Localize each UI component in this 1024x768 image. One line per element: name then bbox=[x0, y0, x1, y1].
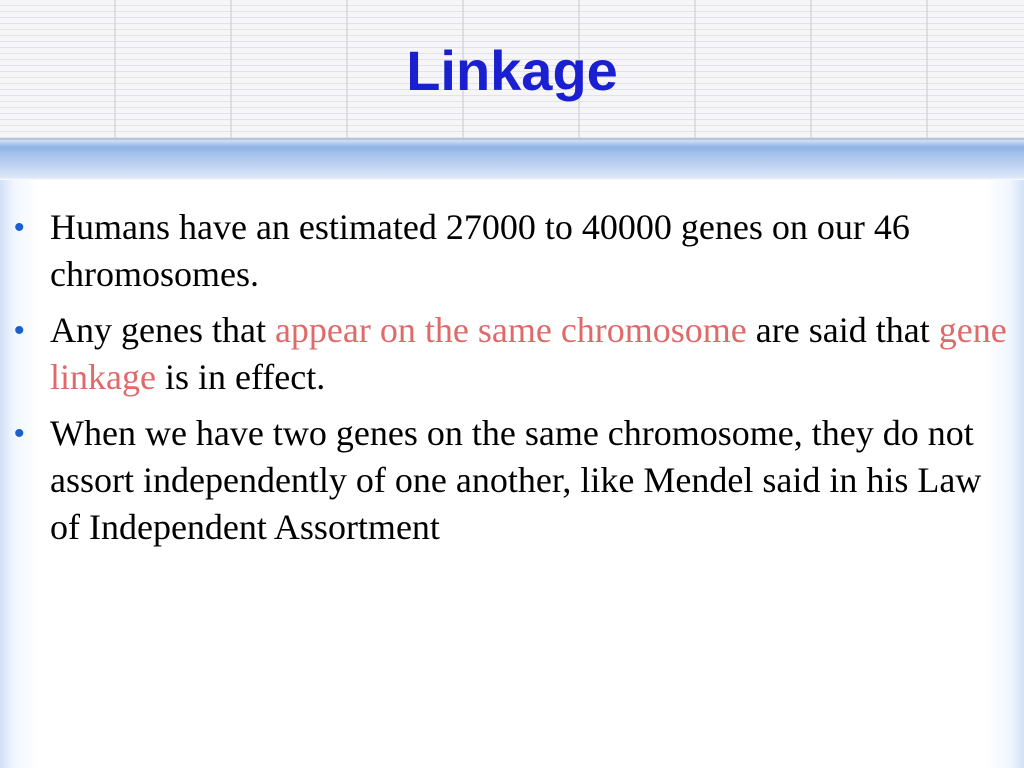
bullet-icon: • bbox=[14, 211, 25, 244]
bullet-icon: • bbox=[14, 314, 25, 347]
bullet-list bbox=[14, 204, 1014, 560]
bullet-item-independent-assortment bbox=[14, 410, 1014, 551]
slide-title: Linkage bbox=[406, 39, 618, 102]
highlight-text: appear on the same chromosome bbox=[274, 310, 747, 350]
bullet-text: When we have two genes on the same chromosome, they do not assort independently of one another, like Mendel said in his Law of Independent Assortment bbox=[50, 413, 982, 547]
bullet-text-part: are said that bbox=[746, 310, 939, 350]
highlight-text: gene linkage bbox=[50, 310, 1007, 397]
bullet-item-genes-count bbox=[14, 204, 1014, 298]
bullet-text-part: is in effect. bbox=[155, 357, 326, 397]
bullet-icon: • bbox=[14, 417, 25, 450]
bullet-text: Humans have an estimated 27000 to 40000 genes on our 46 chromosomes. bbox=[50, 207, 910, 294]
bullet-item-gene-linkage bbox=[14, 307, 1014, 401]
bullet-text-part: Any genes that bbox=[50, 310, 275, 350]
header-band bbox=[0, 138, 1024, 180]
